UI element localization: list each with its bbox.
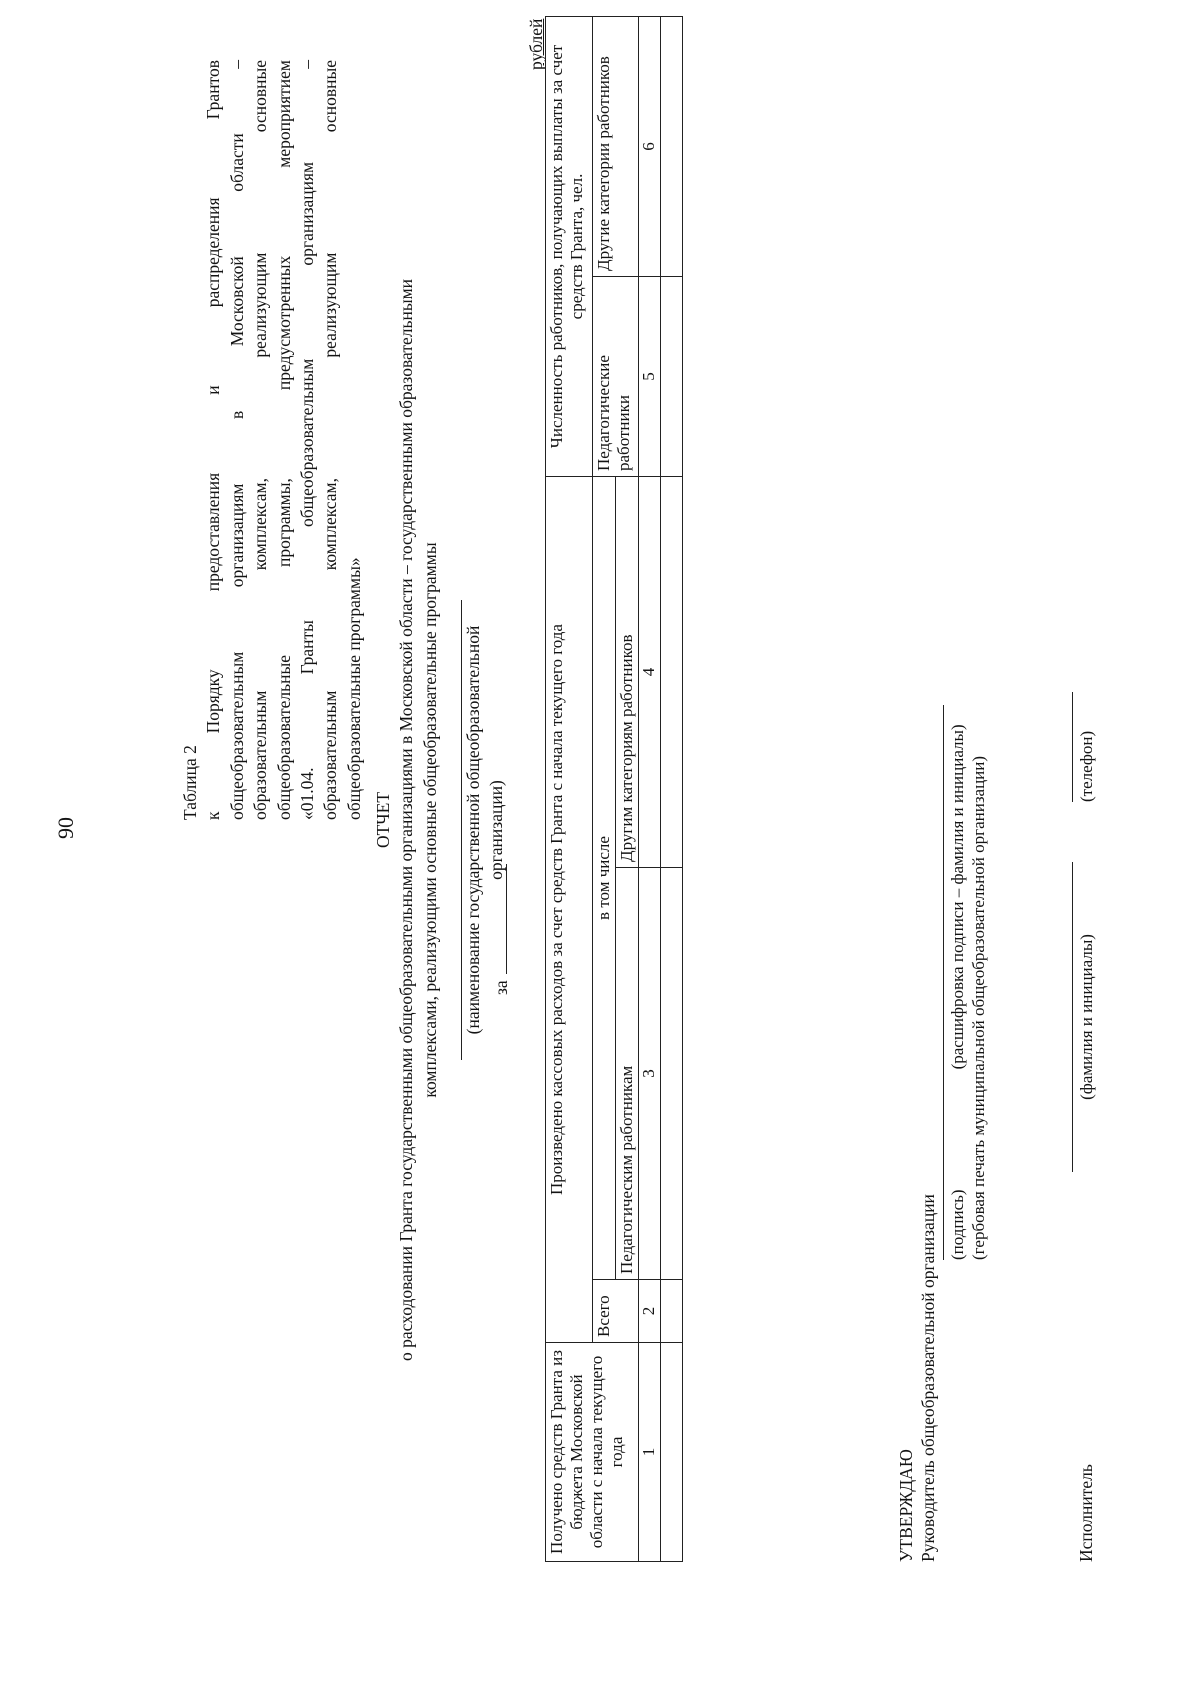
table-cell [661,1280,683,1343]
appendix-line: общеобразовательные программы» [343,557,364,820]
seal-caption: (гербовая печать муниципальной общеобразовательной организации) [969,755,988,1260]
period-field [490,665,513,995]
signature-caption: (подпись) [948,1189,967,1260]
column-number: 6 [639,17,661,277]
report-heading: ОТЧЕТ [373,791,393,849]
page-number: 90 [53,817,78,839]
report-subtitle-line: о расходовании Гранта государственными общеобразовательными организациями в Московской области – государственными образовательными [396,278,417,1362]
decryption-caption: (расшифровка подписи – фамилия и инициалы) [948,724,967,1070]
table-cell [661,17,683,277]
table-cell [661,868,683,1280]
appendix-line: общеобразовательным организациям в Московской области – [226,60,247,820]
header-count: Численность работников, получающих выплаты за счет средств Гранта, чел. [546,17,593,477]
grant-report-table [545,16,683,1562]
appendix-line: образовательным комплексам, реализующим основные [320,60,341,820]
executor-phone-line [1072,692,1073,802]
header-other-workers: Другим категориям работников [616,477,639,868]
appendix-line: «01.04. Гранты общеобразовательным организациям – [297,60,318,820]
executor-name-caption: (фамилия и инициалы) [1077,934,1096,1100]
period-blank [490,864,507,974]
column-number: 4 [639,477,661,868]
table-header-row [593,17,616,1562]
table-row [661,17,683,1562]
appendix-reference [179,60,366,820]
header-other-count: Другие категории работников [593,17,639,277]
column-number: 5 [639,277,661,477]
report-title-block [372,10,442,1630]
header-spent: Произведено кассовых расходов за счет средств Гранта с начала текущего года [546,477,593,1343]
report-subtitle-line: комплексами, реализующими основные общеобразовательные программы [419,542,440,1098]
approve-label: УТВЕРЖДАЮ [896,1449,916,1562]
table-cell [661,477,683,868]
period-label: за [491,980,511,995]
executor-name-line [1072,862,1073,1172]
head-label: Руководитель общеобразовательной организации [918,1194,938,1562]
executor-phone-caption: (телефон) [1077,730,1096,802]
executor-label: Исполнитель [1076,1464,1096,1562]
header-received: Получено средств Гранта из бюджета Московской области с начала текущего года [546,1343,639,1562]
signature-line [943,705,944,1260]
org-name-field: (наименование государственной общеобразовательной организации) [461,600,509,1060]
appendix-line: к Порядку предоставления и распределения Грантов [203,60,224,820]
signature-captions [947,560,989,1260]
column-number: 3 [639,868,661,1280]
column-number: 1 [639,1343,661,1562]
header-ped-workers: Педагогическим работникам [616,868,639,1280]
rotated-page-content [117,10,1187,1630]
header-total: Всего [593,1280,639,1343]
appendix-line: образовательным комплексам, реализующим основные [250,60,271,820]
column-number: 2 [639,1280,661,1343]
header-including: в том числе [593,477,616,1280]
header-ped-count: Педагогические работники [593,277,639,477]
column-number-row [639,17,661,1562]
table-header-row [546,17,593,1562]
currency-unit: рублей [526,18,546,70]
table-cell [661,277,683,477]
table-label: Таблица 2 [180,745,200,820]
appendix-line: общеобразовательные программы, предусмотренных мероприятием [273,60,294,820]
approval-block [895,862,939,1562]
table-cell [661,1343,683,1562]
